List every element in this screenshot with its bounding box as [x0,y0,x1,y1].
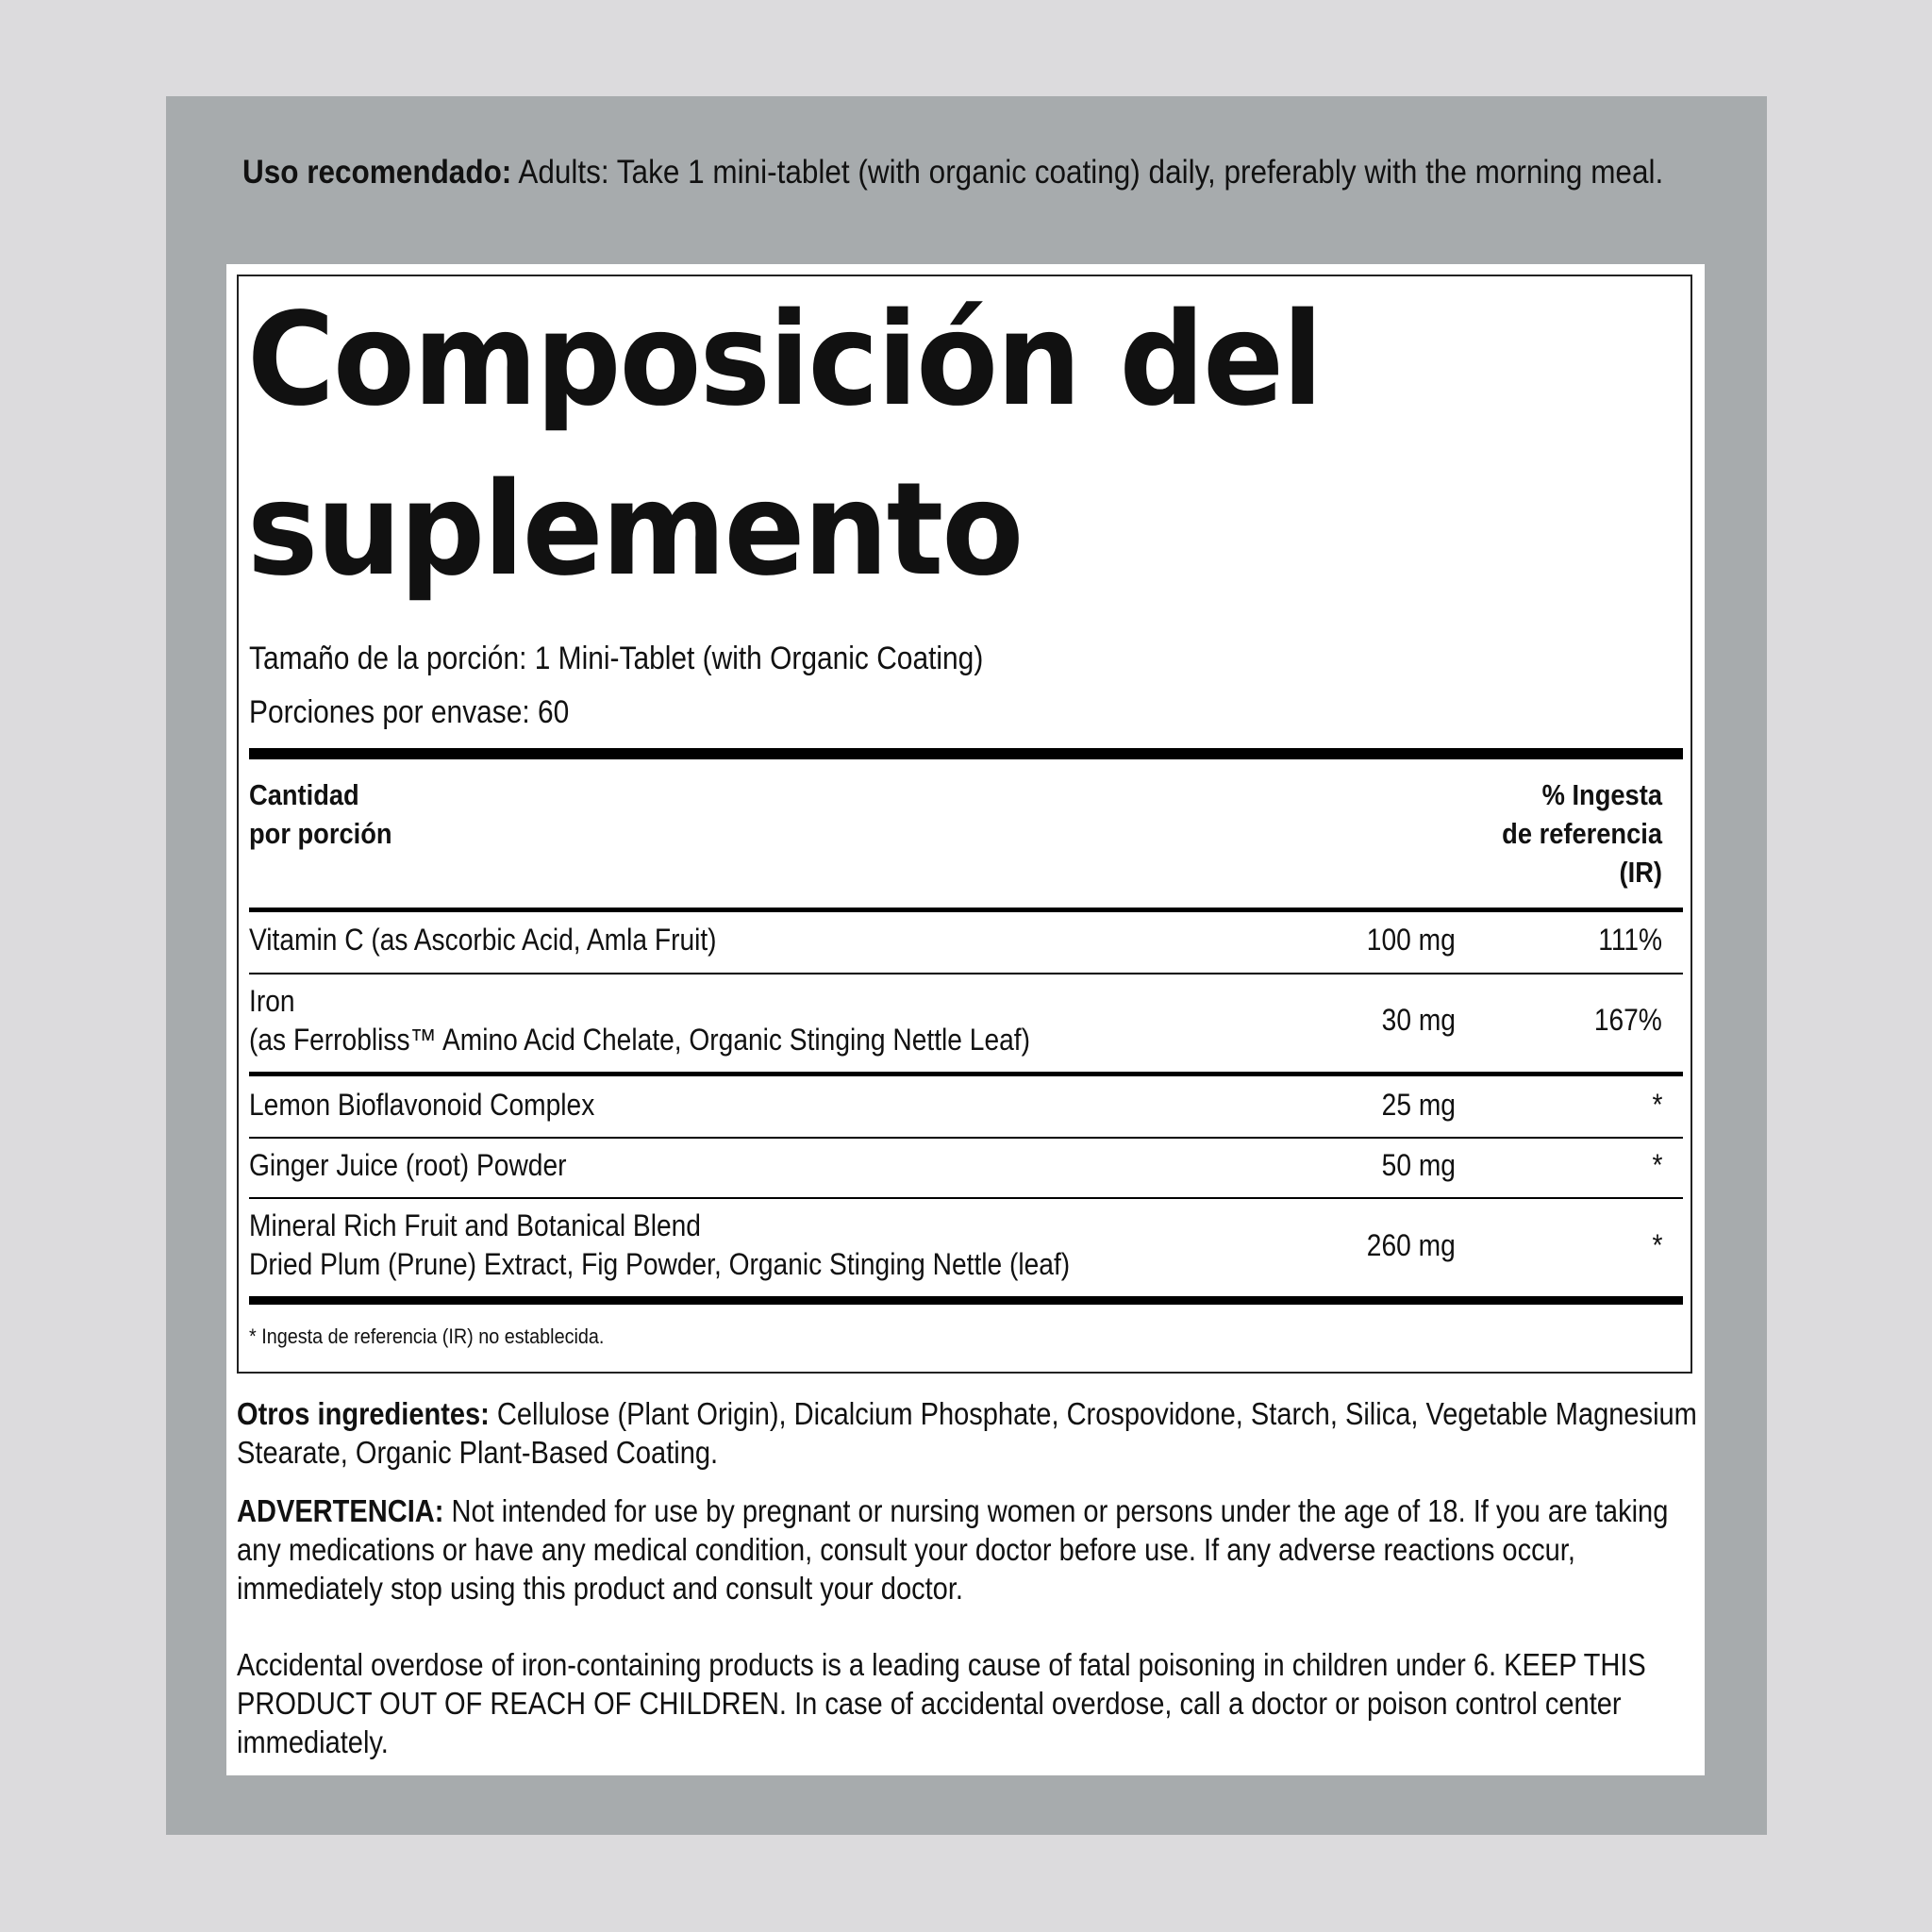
footnote: * Ingesta de referencia (IR) no establecida. [249,1324,605,1348]
header-divider [249,908,1683,912]
other-ingredients-label: Otros ingredientes: [237,1396,490,1431]
servings-per-container: Porciones por envase: 60 [249,694,570,730]
nutrient-amount: 100 mg [1367,923,1456,957]
nutrient-name: Iron [249,984,295,1018]
row-divider [249,1197,1683,1199]
reference-intake-header [1502,775,1662,891]
recommended-use-label: Uso recomendado: [242,154,512,191]
nutrient-name: Lemon Bioflavonoid Complex [249,1088,595,1122]
nutrient-amount: 25 mg [1381,1088,1456,1122]
nutrient-name: Mineral Rich Fruit and Botanical Blend [249,1208,701,1242]
warning [237,1491,1698,1607]
nutrient-source: Dried Plum (Prune) Extract, Fig Powder, Organic Stinging Nettle (leaf) [249,1247,1071,1281]
facts-title-line1: Composición del [247,286,1322,435]
nutrient-name: Ginger Juice (root) Powder [249,1148,567,1182]
nutrient-amount: 260 mg [1367,1228,1456,1262]
overdose-warning: Accidental overdose of iron-containing products is a leading cause of fatal poisoning in children under 6. KEEP THIS PRODUCT OUT OF REACH OF CHILDREN. In case of accidental overdose, call a doctor or poison control center immediately. [237,1647,1646,1759]
row-divider [249,973,1683,974]
nutrient-percent: 167% [1593,1003,1662,1037]
facts-title-line2: suplemento [247,456,1023,605]
recommended-use-text: Adults: Take 1 mini-tablet (with organic coating) daily, preferably with the morning meal. [511,154,1664,191]
facts-title [247,275,1322,615]
nutrient-percent: * [1652,1228,1662,1262]
ri-header-line3: (IR) [1619,856,1662,889]
nutrient-amount: 30 mg [1381,1003,1456,1037]
amount-header-line2: por porción [249,817,392,850]
row-divider-thick [249,1072,1683,1076]
amount-header-line1: Cantidad [249,778,359,811]
amount-per-serving-header [249,775,392,853]
recommended-use [242,151,1695,194]
thick-divider-top [249,748,1683,759]
warning-text: Not intended for use by pregnant or nursing women or persons under the age of 18. If you are taking any medications or have any medical condition, consult your doctor before use. If any adverse reactions occur, immediately stop using this product and consult your doctor. [237,1493,1669,1606]
ri-header-line1: % Ingesta [1541,778,1662,811]
nutrient-source: (as Ferrobliss™ Amino Acid Chelate, Organic Stinging Nettle Leaf) [249,1023,1030,1057]
nutrient-percent: * [1652,1088,1662,1122]
nutrient-percent: * [1652,1148,1662,1182]
other-ingredients-text: Cellulose (Plant Origin), Dicalcium Phosphate, Crospovidone, Starch, Silica, Vegetable Magnesium Stearate, Organic Plant-Based Coating. [237,1396,1697,1470]
nutrient-name: Vitamin C (as Ascorbic Acid, Amla Fruit) [249,923,717,957]
serving-size: Tamaño de la porción: 1 Mini-Tablet (with Organic Coating) [249,641,984,676]
ri-header-line2: de referencia [1502,817,1662,850]
warning-label: ADVERTENCIA: [237,1493,444,1528]
thick-divider-bottom [249,1296,1683,1305]
row-divider [249,1137,1683,1139]
other-ingredients [237,1394,1698,1472]
nutrient-amount: 50 mg [1381,1148,1456,1182]
nutrient-percent: 111% [1598,923,1662,957]
